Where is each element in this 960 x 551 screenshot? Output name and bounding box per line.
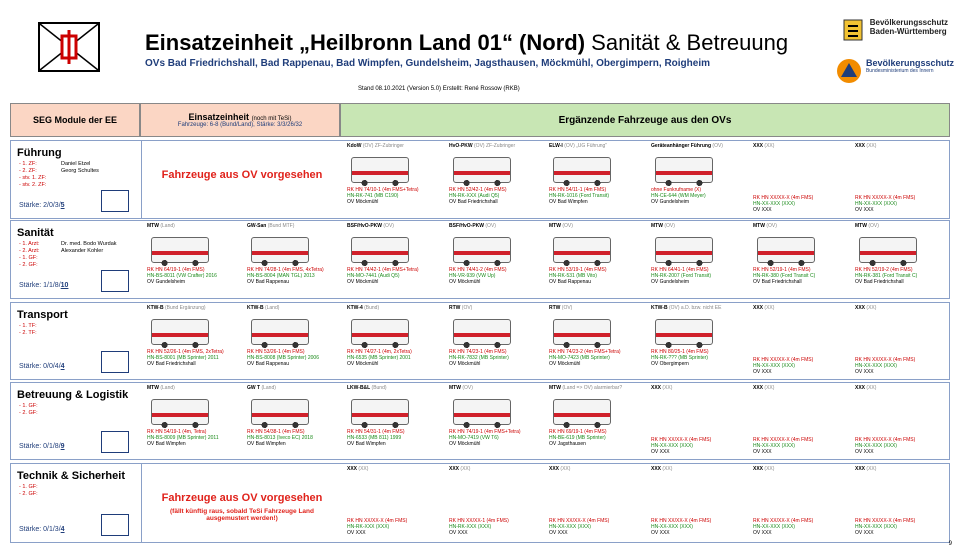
license-plate: HN-RK-??? (MB Sprinter) [651,355,708,361]
license-plate: HN-XX-XXX (XXX) [753,363,795,369]
vehicle-card[interactable] [549,466,649,540]
license-plate: HN-XX-XXX (XXX) [855,524,897,530]
local-unit: OV XXX [651,449,670,455]
vehicle-card[interactable] [147,223,247,297]
vehicle-type: RTW (OV) [449,305,473,311]
vehicle-image [655,319,713,345]
radio-callsign: RK HN 74/10-1 (4m FMS+Tetra) [347,187,419,193]
local-unit: OV Bad Wimpfen [147,441,186,447]
local-unit: OV Bad Friedrichshall [147,361,196,367]
function-line: - 2. Arzt: Alexander Kohler [19,248,104,254]
tactical-symbol-icon [101,190,129,212]
module-row [10,140,950,219]
license-plate: HN-RK-531 (MB Vito) [549,273,597,279]
radio-callsign: RK HN XX/XX-X (4m FMS) [855,195,916,201]
vehicle-image [351,399,409,425]
module-label [11,221,139,298]
vehicle-card[interactable] [347,223,447,297]
vehicle-image [453,237,511,263]
vehicle-type: KdoW (OV) ZF-Zubringer [347,143,404,149]
vehicle-type: KTW-B (Bund Ergänzung) [147,305,206,311]
vehicle-type: XXX (XX) [549,466,571,472]
radio-callsign: RK HN XX/XX-X (4m FMS) [753,357,814,363]
vehicle-image [453,157,511,183]
local-unit: OV Obergimpern [651,361,689,367]
radio-callsign: RK HN 52/19-2 (4m FMS) [855,267,913,273]
vehicle-image [553,319,611,345]
local-unit: OV Möckmühl [347,361,379,367]
vehicle-type: GW T (Land) [247,385,276,391]
vehicle-type: GW-San (Bund MTF) [247,223,295,229]
radio-callsign: RK HN XX/XX-X (4m FMS) [651,437,712,443]
local-unit: OV Möckmühl [347,279,379,285]
vehicle-type: KTW-B (OV) a.D. bzw. nicht EE [651,305,722,311]
local-unit: OV Gundelsheim [147,279,186,285]
radio-callsign: RK HN 53/26-1 (4m FMS) [247,349,305,355]
radio-callsign: RK HN 74/42-1 (4m FMS+Tetra) [347,267,419,273]
bw-coat-of-arms-icon [840,18,866,42]
local-unit: OV XXX [753,369,772,375]
vehicle-type: XXX (XX) [449,466,471,472]
function-line: - 2. GF: [19,262,38,268]
strength: Stärke: 0/1/8/9 [19,443,65,450]
license-plate: HN-RK-381 (Ford Transit C) [855,273,918,279]
org-bw: Bevölkerungsschutz Baden-Württemberg [870,18,948,36]
radio-callsign: RK HN 54/11-1 (4m FMS) [549,187,607,193]
vehicle-type: XXX (XX) [855,385,877,391]
license-plate: HN-RK-2007 (Ford Transit) [651,273,712,279]
function-line: - 1. GF: [19,403,38,409]
radio-callsign: RK HN 54/38-1 (4m FMS) [247,429,305,435]
local-unit: OV Möckmühl [549,361,581,367]
vehicle-card[interactable] [449,305,549,379]
license-plate: HN-BS-8011 (VW Crafter) 2016 [147,273,217,279]
vehicle-card[interactable] [855,385,955,459]
radio-callsign: RK HN 74/27-1 (4m, 2xTetra) [347,349,412,355]
local-unit: OV Gundelsheim [651,279,690,285]
vehicle-image [553,157,611,183]
radio-callsign: RK HN XX/XX-X (4m FMS) [855,518,916,524]
vehicle-image [859,237,917,263]
local-unit: OV Möckmühl [449,361,481,367]
vehicle-card[interactable] [753,143,853,217]
license-plate: HN-RK-XXX (Audi Q5) [449,193,500,199]
radio-callsign: RK HN XX/XX-X (4m FMS) [753,437,814,443]
license-plate: HN-XX-XXX (XXX) [651,524,693,530]
ee-logo [38,22,100,72]
vehicle-card[interactable] [347,143,447,217]
vehicle-card[interactable] [147,385,247,459]
vehicle-type: XXX (XX) [753,466,775,472]
license-plate: HN-XX-XXX (XXX) [855,443,897,449]
vehicle-card[interactable] [347,305,447,379]
vehicle-image [453,399,511,425]
local-unit: OV Gundelsheim [651,199,690,205]
vehicle-card[interactable] [651,223,751,297]
strength: Stärke: 1/1/8/10 [19,282,69,289]
radio-callsign: RK HN 54/19-1 (4m, Tetra) [147,429,207,435]
radio-callsign: RK HN 52/26-1 (4m FMS, 2xTetra) [147,349,224,355]
local-unit: OV XXX [855,530,874,536]
local-unit: OV Bad Wimpfen [247,441,286,447]
page-number: 9 [948,541,952,547]
civil-protection-icon [836,58,862,84]
license-plate: HN-MO-7423 (MB Sprinter) [549,355,610,361]
license-plate: HN-RK-380 (Ford Transit C) [753,273,816,279]
vehicle-card[interactable] [549,305,649,379]
vehicle-type: MTW (Land) [147,385,175,391]
function-line: - 1. GF: [19,484,38,490]
license-plate: HN-RK-7832 (MB Sprinter) [449,355,509,361]
local-unit: OV XXX [347,530,366,536]
license-plate: HN-RK-XXX (XXX) [347,524,390,530]
function-line: - 1. ZF: Daniel Etzel [19,161,91,167]
vehicle-card[interactable] [449,143,549,217]
license-plate: HN-XX-XXX (XXX) [855,363,897,369]
local-unit: OV XXX [855,449,874,455]
function-line: - stv. 2. ZF: [19,182,47,188]
license-plate: HN-XX-XXX (XXX) [753,443,795,449]
vehicle-type: XXX (XX) [753,143,775,149]
radio-callsign: RK HN 69/19-1 (4m FMS) [549,429,607,435]
module-label [11,464,139,542]
radio-callsign: RK HN 74/28-1 (4m FMS, 4xTetra) [247,267,324,273]
vehicle-image [351,237,409,263]
vehicle-card[interactable] [347,385,447,459]
vehicle-type: MTW (Land) [147,223,175,229]
license-plate: HN-BS-8008 (MB Sprinter) 2006 [247,355,319,361]
vehicle-card[interactable] [855,223,955,297]
radio-callsign: RK HN XX/XX-X (4m FMS) [347,518,408,524]
tactical-symbol-icon [101,270,129,292]
vehicle-card[interactable] [147,305,247,379]
local-unit: OV XXX [449,530,468,536]
strength: Stärke: 2/0/3/5 [19,202,65,209]
vehicle-card[interactable] [247,385,347,459]
local-unit: OV Möckmühl [347,199,379,205]
radio-callsign: RK HN 64/41-1 (4m FMS) [651,267,709,273]
version-line: Stand 08.10.2021 (Version 5.0) Erstellt: René Rossow (RKB) [358,86,520,92]
vehicle-type: XXX (XX) [855,466,877,472]
local-unit: OV Bad Friedrichshall [449,199,498,205]
local-unit: OV Möckmühl [449,279,481,285]
license-plate: HN-MO-7441 (Audi Q5) [347,273,400,279]
vehicle-type: XXX (XX) [855,305,877,311]
vehicle-type: RTW (OV) [549,305,573,311]
vehicle-image [151,399,209,425]
vehicle-type: MTW (OV) [449,385,473,391]
radio-callsign: RK HN XX/XX-X (4m FMS) [855,437,916,443]
module-label [11,383,139,459]
vehicle-card[interactable] [855,305,955,379]
function-line: - 2. GF: [19,410,38,416]
function-line: - 1. TF: [19,323,37,329]
radio-callsign: RK HN XX/XX-X (4m FMS) [855,357,916,363]
local-unit: OV XXX [855,369,874,375]
vehicle-type: BSF/HvO-PKW (OV) [347,223,394,229]
vehicle-type: XXX (XX) [651,466,673,472]
local-unit: OV XXX [753,207,772,213]
license-plate: HN-RK-XXX (XXX) [449,524,492,530]
vehicle-type: ELW-I (OV) „UG Führung“ [549,143,607,149]
vehicle-image [655,237,713,263]
local-unit: OV XXX [855,207,874,213]
radio-callsign: RK HN XX/XX-X (4m FMS) [753,518,814,524]
radio-callsign: RK HN XX/XX-X (4m FMS) [651,518,712,524]
function-line: - 2. ZF: Georg Schultes [19,168,99,174]
vehicle-type: XXX (XX) [753,305,775,311]
vehicle-type: XXX (XX) [855,143,877,149]
radio-callsign: RK HN XX/XX-1 (4m FMS) [449,518,509,524]
tactical-symbol-icon [101,514,129,536]
ee-note: Fahrzeuge aus OV vorgesehen [161,169,323,181]
local-unit: OV Bad Friedrichshall [855,279,904,285]
module-name: Führung [17,147,62,159]
vehicle-type: XXX (XX) [347,466,369,472]
radio-callsign: RK HN XX/XX-X (4m FMS) [753,195,814,201]
license-plate: HN-6533 (MB 811) 1999 [347,435,402,441]
vehicle-image [251,399,309,425]
module-row [10,220,950,299]
license-plate: HN-BS-8001 (MB Sprinter) 2011 [147,355,219,361]
strength: Stärke: 0/0/4/4 [19,363,65,370]
local-unit: OV Bad Friedrichshall [753,279,802,285]
function-line: - stv. 1. ZF: [19,175,47,181]
vehicle-image [351,319,409,345]
vehicle-card[interactable] [753,466,853,540]
ee-cell [141,464,341,542]
radio-callsign: RK HN 52/42-1 (4m FMS) [449,187,507,193]
radio-callsign: RK HN 74/19-1 (4m FMS+Tetra) [449,429,521,435]
vehicle-card[interactable] [449,223,549,297]
vehicle-card[interactable] [247,305,347,379]
radio-callsign: RK HN 74/23-2 (4m FMS+Tetra) [549,349,621,355]
module-row [10,382,950,460]
vehicle-card[interactable] [651,385,751,459]
page-subtitle: OVs Bad Friedrichshall, Bad Rappenau, Bad Wimpfen, Gundelsheim, Jagsthausen, Möckmühl, Obergimpern, Roigheim [145,58,711,69]
org-bund: Bevölkerungsschutz Bundesministerium des Innern [866,58,954,74]
license-plate: HN-MO-7419 (VW T6) [449,435,499,441]
vehicle-image [151,319,209,345]
license-plate: HN-BE-619 (MB Sprinter) [549,435,606,441]
vehicle-type: KTW-B (Land) [247,305,280,311]
local-unit: OV Jagsthausen [549,441,586,447]
function-line: - 1. GF: [19,255,38,261]
radio-callsign: RK HN 74/23-1 (4m FMS) [449,349,507,355]
vehicle-type: BSF/HvO-PKW (OV) [449,223,496,229]
vehicle-image [151,237,209,263]
vehicle-card[interactable] [753,305,853,379]
license-plate: HN-BS-8013 (Iveco EC) 2018 [247,435,313,441]
license-plate: HN-XX-XXX (XXX) [549,524,591,530]
vehicle-card[interactable] [549,223,649,297]
local-unit: OV XXX [651,530,670,536]
vehicle-card[interactable] [753,385,853,459]
vehicle-type: HvO-PKW (OV) ZF-Zubringer [449,143,516,149]
vehicle-card[interactable] [449,466,549,540]
local-unit: OV XXX [753,449,772,455]
radio-callsign: RK HN 74/41-2 (4m FMS) [449,267,507,273]
header-seg: SEG Module der EE [10,103,140,137]
tactical-symbol-icon [101,431,129,453]
function-line: - 2. TF: [19,330,37,336]
license-plate: HN-BS-8004 (MAN TGL) 2013 [247,273,315,279]
local-unit: OV XXX [753,530,772,536]
ee-cell [141,141,341,218]
license-plate: HN-VR-939 (VW Up) [449,273,496,279]
license-plate: HN-RK-1016 (Ford Transit) [549,193,610,199]
local-unit: OV Bad Rappenau [247,361,289,367]
vehicle-type: MTW (OV) [549,223,573,229]
vehicle-type: MTW (OV) [753,223,777,229]
vehicle-card[interactable] [855,143,955,217]
module-name: Technik & Sicherheit [17,470,125,482]
vehicle-image [251,237,309,263]
vehicle-type: XXX (XX) [651,385,673,391]
vehicle-card[interactable] [651,466,751,540]
vehicle-image [553,399,611,425]
radio-callsign: RK HN 53/19-1 (4m FMS) [549,267,607,273]
module-name: Betreuung & Logistik [17,389,129,401]
vehicle-type: KTW-4 (Bund) [347,305,380,311]
vehicle-image [553,237,611,263]
function-line: - 2. GF: [19,491,38,497]
local-unit: OV Bad Rappenau [247,279,289,285]
vehicle-type: MTW (OV) [651,223,675,229]
header-ee: Einsatzeinheit (noch mit TeSi) Fahrzeuge: 6-8 (Bund/Land), Stärke: 3/3/26/32 [140,103,340,137]
vehicle-image [757,237,815,263]
header-extra: Ergänzende Fahrzeuge aus den OVs [340,103,950,137]
radio-callsign: ohne Funkrufname (X) [651,187,702,193]
license-plate: HN-XX-XXX (XXX) [855,201,897,207]
vehicle-card[interactable] [247,223,347,297]
vehicle-type: MTW (OV) [855,223,879,229]
vehicle-type: MTW (Land => OV) alarmierbar? [549,385,623,391]
vehicle-type: LKW-B&L (Bund) [347,385,387,391]
vehicle-card[interactable] [347,466,447,540]
local-unit: OV XXX [549,530,568,536]
ee-note: Fahrzeuge aus OV vorgesehen [161,492,323,504]
module-label [11,141,139,218]
vehicle-card[interactable] [549,385,649,459]
module-name: Transport [17,309,68,321]
radio-callsign: RK HN XX/XX-X (4m FMS) [549,518,610,524]
module-row [10,463,950,543]
license-plate: HN-CE-644 (WM Meyer) [651,193,706,199]
vehicle-image [251,319,309,345]
license-plate: HN-RK-741 (MB C190) [347,193,399,199]
strength: Stärke: 0/1/3/4 [19,526,65,533]
vehicle-image [655,157,713,183]
license-plate: HN-XX-XXX (XXX) [753,201,795,207]
radio-callsign: RK HN 52/19-1 (4m FMS) [753,267,811,273]
vehicle-card[interactable] [549,143,649,217]
vehicle-card[interactable] [449,385,549,459]
vehicle-type: XXX (XX) [753,385,775,391]
local-unit: OV Bad Wimpfen [347,441,386,447]
radio-callsign: RK HN 64/19-1 (4m FMS) [147,267,205,273]
vehicle-card[interactable] [651,143,751,217]
local-unit: OV Bad Rappenau [549,279,591,285]
license-plate: HN-XX-XXX (XXX) [753,524,795,530]
page-title: Einsatzeinheit „Heilbronn Land 01“ (Nord) Sanität & Betreuung [145,30,789,55]
license-plate: HN-BS-8009 (MB Sprinter) 2011 [147,435,219,441]
function-line: - 1. Arzt: Dr. med. Bodo Wurdak [19,241,117,247]
radio-callsign: RK HN 80/25-1 (4m FMS) [651,349,709,355]
vehicle-image [453,319,511,345]
tactical-symbol-icon [101,351,129,373]
module-row [10,302,950,380]
vehicle-image [351,157,409,183]
license-plate: HN-6535 (MB Sprinter) 2001 [347,355,411,361]
vehicle-card[interactable] [855,466,955,540]
local-unit: OV Bad Wimpfen [549,199,588,205]
vehicle-card[interactable] [651,305,751,379]
radio-callsign: RK HN 54/31-1 (4m FMS) [347,429,405,435]
ee-logo-icon [40,24,98,70]
local-unit: OV Möckmühl [449,441,481,447]
ee-note-small: (fällt künftig raus, sobald TeSi Fahrzeuge Land ausgemustert werden!) [170,508,314,522]
module-name: Sanität [17,227,54,239]
module-label [11,303,139,379]
license-plate: HN-XX-XXX (XXX) [651,443,693,449]
vehicle-card[interactable] [753,223,853,297]
vehicle-type: Geräteanhänger Führung (OV) [651,143,723,149]
